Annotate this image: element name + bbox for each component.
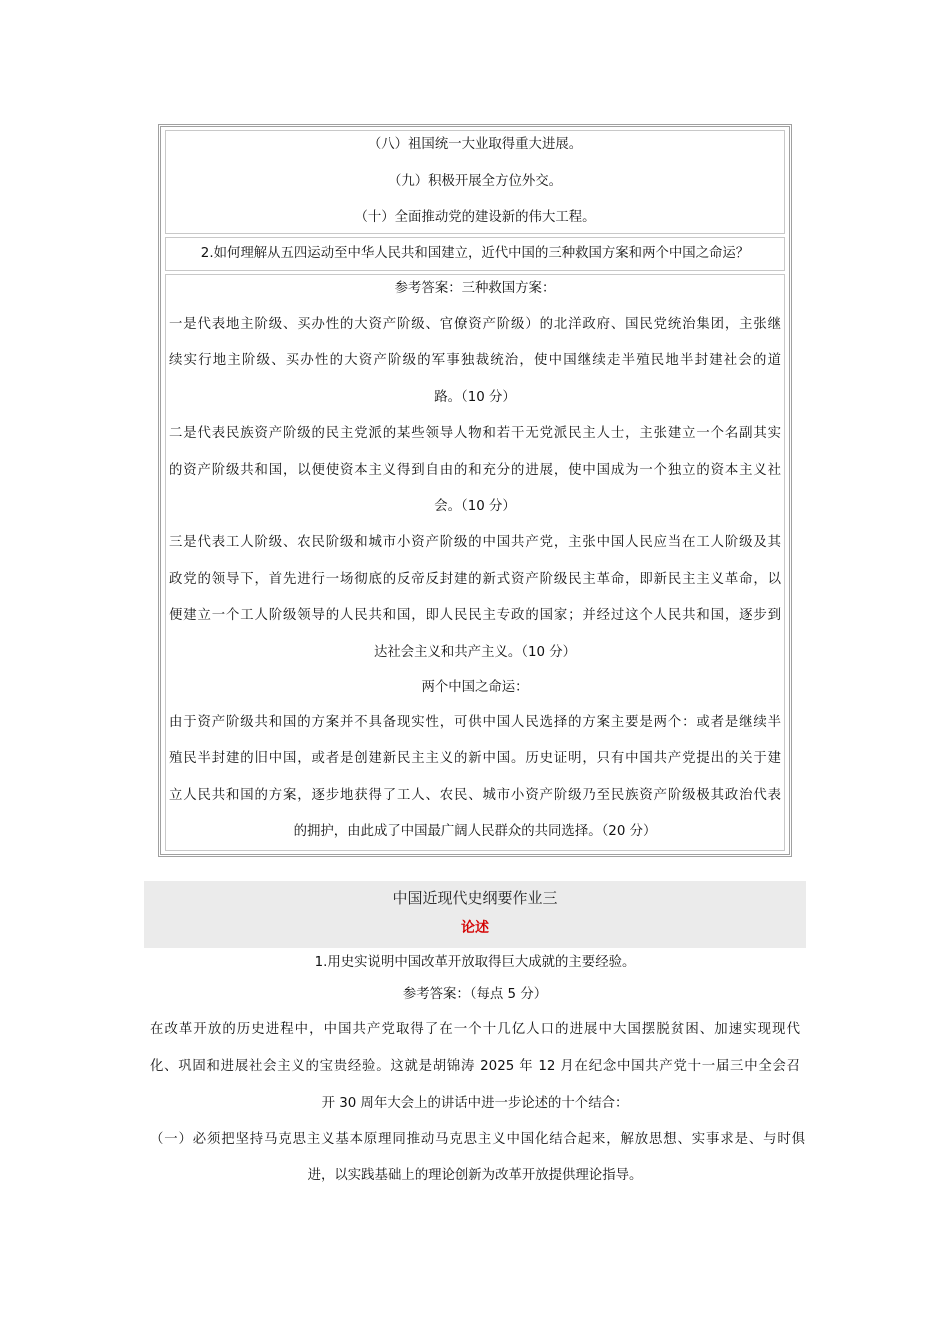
paragraph-line: 在改革开放的历史进程中，中国共产党取得了在一个十几亿人口的进展中大国摆脱贫困、加速实现现代 — [150, 1022, 800, 1037]
plan3-line: 三是代表工人阶级、农民阶级和城市小资产阶级的中国共产党，主张中国人民应当在工人阶级及其 — [169, 535, 781, 550]
fate-line: 的拥护，由此成了中国最广阔人民群众的共同选择。（20 分） — [293, 824, 657, 839]
question-1: 1.用史实说明中国改革开放取得巨大成就的主要经验。 — [314, 955, 636, 970]
paragraph-line: 化、巩固和进展社会主义的宝贵经验。这就是胡锦涛 2025 年 12 月在纪念中国共产党十一届三中全会召 — [150, 1059, 800, 1074]
answer-heading-2: 参考答案：（每点 5 分） — [402, 987, 548, 1002]
plan3-line: 达社会主义和共产主义。（10 分） — [373, 645, 577, 660]
plan2-line: 会。（10 分） — [434, 499, 516, 514]
plan2-line: 二是代表民族资产阶级的民主党派的某些领导人物和若干无党派民主人士，主张建立一个名副其实 — [169, 426, 781, 441]
section-title: 中国近现代史纲要作业三 — [392, 889, 558, 907]
fate-line: 殖民半封建的旧中国，或者是创建新民主主义的新中国。历史证明，只有中国共产党提出的关于建 — [169, 751, 781, 766]
table-cell-items — [165, 130, 785, 234]
point-1-line: 进，以实践基础上的理论创新为改革开放提供理论指导。 — [307, 1168, 643, 1183]
answer-table — [158, 124, 792, 857]
answer-heading: 参考答案：三种救国方案： — [394, 281, 556, 296]
question-2: 2.如何理解从五四运动至中华人民共和国建立，近代中国的三种救国方案和两个中国之命运？ — [200, 246, 750, 261]
item-9: （九）积极开展全方位外交。 — [387, 174, 563, 189]
paragraph-line: 开 30 周年大会上的讲话中进一步论述的十个结合： — [321, 1096, 629, 1111]
fate-line: 由于资产阶级共和国的方案并不具备现实性，可供中国人民选择的方案主要是两个：或者是继续半 — [169, 715, 781, 730]
plan3-line: 政党的领导下，首先进行一场彻底的反帝反封建的新式资产阶级民主革命，即新民主主义革命，以 — [169, 572, 781, 587]
plan3-line: 便建立一个工人阶级领导的人民共和国，即人民民主专政的国家；并经过这个人民共和国，逐步到 — [169, 608, 781, 623]
item-10: （十）全面推动党的建设新的伟大工程。 — [354, 210, 596, 225]
table-cell-answer — [165, 274, 785, 851]
plan1-line: 路。（10 分） — [434, 390, 516, 405]
item-8: （八）祖国统一大业取得重大进展。 — [367, 137, 583, 152]
plan2-line: 的资产阶级共和国，以便使资本主义得到自由的和充分的进展，使中国成为一个独立的资本主义社 — [169, 463, 781, 478]
fate-line: 立人民共和国的方案，逐步地获得了工人、农民、城市小资产阶级乃至民族资产阶级极其政治代表 — [169, 788, 781, 803]
fate-heading: 两个中国之命运： — [421, 680, 529, 695]
point-1-line: （一）必须把坚持马克思主义基本原理同推动马克思主义中国化结合起来，解放思想、实事求是、与时俱 — [150, 1132, 805, 1147]
plan1-line: 一是代表地主阶级、买办性的大资产阶级、官僚资产阶级）的北洋政府、国民党统治集团，主张继 — [169, 317, 781, 332]
section-subtitle: 论述 — [461, 920, 489, 936]
plan1-line: 续实行地主阶级、买办性的大资产阶级的军事独裁统治，使中国继续走半殖民地半封建社会的道 — [169, 353, 781, 368]
table-cell-question — [165, 237, 785, 271]
section-header — [144, 881, 806, 948]
